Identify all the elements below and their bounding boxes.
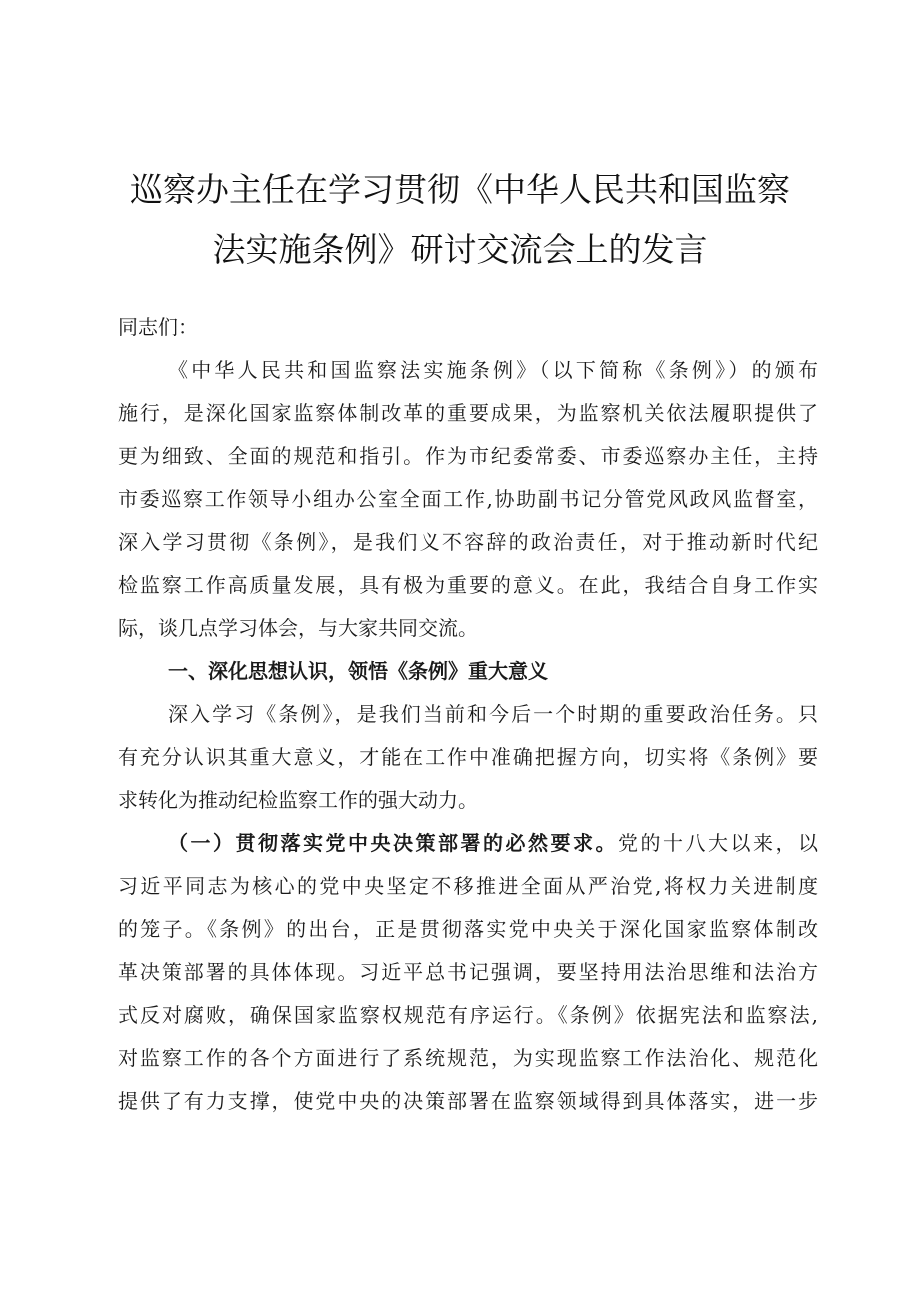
paragraph-line: 深入学习《条例》，是我们当前和今后一个时期的重要政治任务。只 — [168, 702, 818, 726]
paragraph-line: 式反对腐败，确保国家监察权规范有序运行。《条例》依据宪法和监察法, — [118, 1003, 818, 1027]
paragraph-line: 革决策部署的具体体现。习近平总书记强调，要坚持用法治思维和法治方 — [118, 960, 818, 984]
subsection-lead: （一）贯彻落实党中央决策部署的必然要求。 — [168, 831, 618, 855]
section-1-heading — [118, 650, 818, 693]
paragraph-line: 《中华人民共和国监察法实施条例》（以下简称《条例》）的颁布 — [168, 358, 818, 382]
section-heading-line: 一、深化思想认识，领悟《条例》重大意义 — [168, 659, 548, 683]
paragraph-line: 求转化为推动纪检监察工作的强大动力。 — [118, 788, 478, 812]
paragraph-line: 施行，是深化国家监察体制改革的重要成果，为监察机关依法履职提供了 — [118, 401, 818, 425]
paragraph-line: 提供了有力支撑，使党中央的决策部署在监察领域得到具体落实，进一步 — [118, 1089, 818, 1113]
intro-paragraph — [118, 349, 818, 650]
paragraph-first-line — [118, 822, 818, 865]
subsection-lead-rest: 党的十八大以来，以 — [618, 831, 818, 855]
paragraph-line: 市委巡察工作领导小组办公室全面工作,协助副书记分管党风政风监督室， — [118, 487, 818, 511]
paragraph-line: 的笼子。《条例》的出台，正是贯彻落实党中央关于深化国家监察体制改 — [118, 917, 818, 941]
paragraph-line: 检监察工作高质量发展，具有极为重要的意义。在此，我结合自身工作实 — [118, 573, 818, 597]
paragraph-line: 对监察工作的各个方面进行了系统规范，为实现监察工作法治化、规范化 — [118, 1046, 818, 1070]
paragraph-line: 更为细致、全面的规范和指引。作为市纪委常委、市委巡察办主任，主持 — [118, 444, 818, 468]
title-line-2: 法实施条例》研讨交流会上的发言 — [212, 230, 708, 269]
document-body — [118, 306, 818, 1123]
salutation — [118, 306, 818, 349]
subsection-1-paragraph — [118, 822, 818, 1123]
salutation-line: 同志们： — [118, 315, 198, 339]
title-line-1: 巡察办主任在学习贯彻《中华人民共和国监察 — [130, 170, 790, 209]
document-title — [60, 160, 860, 280]
paragraph-line: 际，谈几点学习体会，与大家共同交流。 — [118, 616, 478, 640]
paragraph-line: 有充分认识其重大意义，才能在工作中准确把握方向，切实将《条例》要 — [118, 745, 818, 769]
paragraph-line: 习近平同志为核心的党中央坚定不移推进全面从严治党,将权力关进制度 — [118, 874, 818, 898]
section-1-paragraph — [118, 693, 818, 822]
paragraph-line: 深入学习贯彻《条例》，是我们义不容辞的政治责任，对于推动新时代纪 — [118, 530, 818, 554]
